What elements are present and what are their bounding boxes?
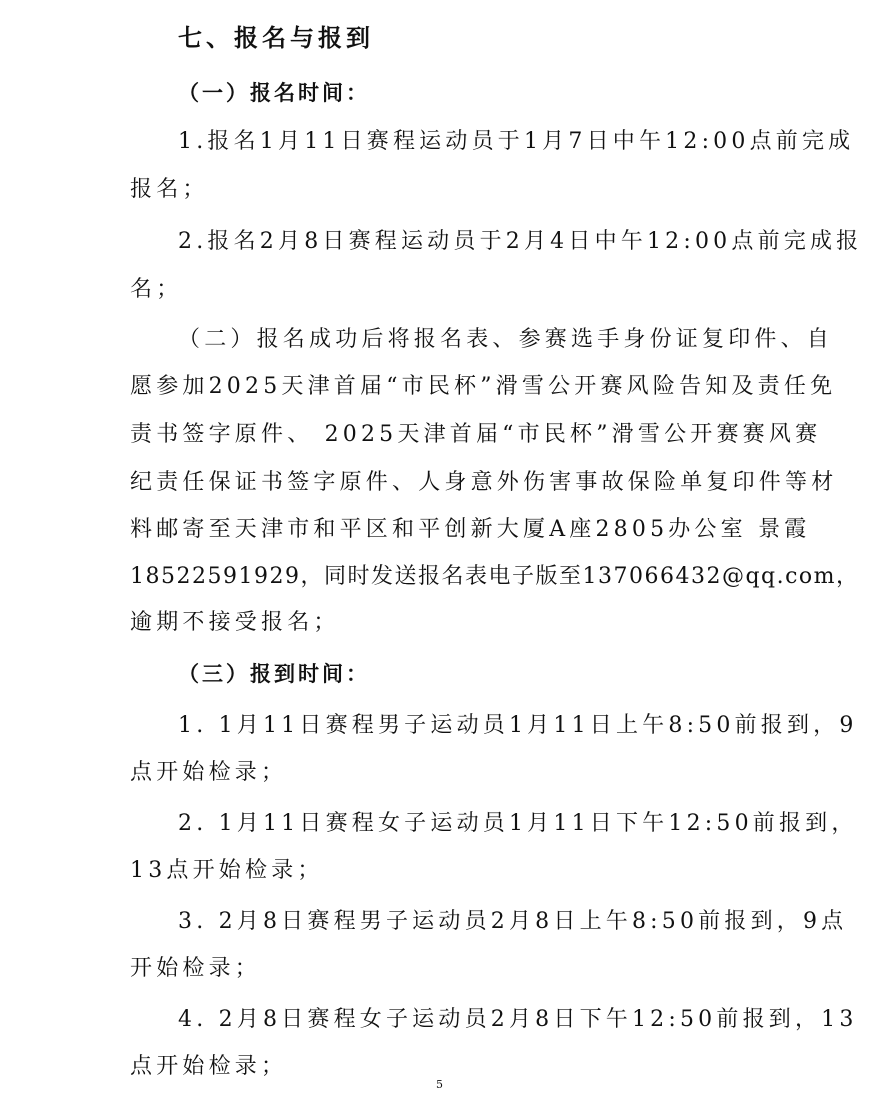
check-in-item-2-line-1: 2. 1月11日赛程女子运动员1月11日下午12:50前报到，: [178, 811, 858, 836]
registration-item-2-line-2: 名；: [130, 277, 183, 302]
check-in-item-4-line-1: 4. 2月8日赛程女子运动员2月8日下午12:50前报到，13: [178, 1007, 858, 1032]
materials-paragraph-line-5: 料邮寄至天津市和平区和平创新大厦A座2805办公室 景霞: [130, 517, 811, 542]
registration-item-1-line-1: 1.报名1月11日赛程运动员于1月7日中午12:00点前完成: [178, 129, 855, 154]
materials-paragraph-line-7: 逾期不接受报名；: [130, 610, 340, 635]
registration-time-title: （一）报名时间：: [178, 81, 370, 105]
materials-paragraph-line-2: 愿参加2025天津首届“市民杯”滑雪公开赛风险告知及责任免: [130, 374, 837, 399]
materials-paragraph-line-4: 纪责任保证书签字原件、人身意外伤害事故保险单复印件等材: [130, 470, 838, 495]
materials-paragraph-line-1: （二）报名成功后将报名表、参赛选手身份证复印件、自: [178, 327, 834, 352]
check-in-item-4-line-2: 点开始检录；: [130, 1054, 288, 1079]
registration-item-1-line-2: 报名；: [130, 177, 209, 202]
section-heading: 七、报名与报到: [178, 24, 374, 52]
materials-paragraph-line-6: 18522591929，同时发送报名表电子版至137066432@qq.com，: [130, 564, 860, 589]
check-in-item-3-line-2: 开始检录；: [130, 956, 262, 981]
check-in-item-1-line-1: 1. 1月11日赛程男子运动员1月11日上午8:50前报到，9: [178, 713, 858, 738]
check-in-item-1-line-2: 点开始检录；: [130, 760, 288, 785]
page-number: 5: [436, 1078, 443, 1091]
materials-paragraph-line-3: 责书签字原件、 2025天津首届“市民杯”滑雪公开赛赛风赛: [130, 422, 822, 447]
check-in-time-title: （三）报到时间：: [178, 662, 370, 686]
check-in-item-2-line-2: 13点开始检录；: [130, 858, 324, 883]
registration-item-2-line-1: 2.报名2月8日赛程运动员于2月4日中午12:00点前完成报: [178, 229, 863, 254]
check-in-item-3-line-1: 3. 2月8日赛程男子运动员2月8日上午8:50前报到，9点: [178, 909, 848, 934]
